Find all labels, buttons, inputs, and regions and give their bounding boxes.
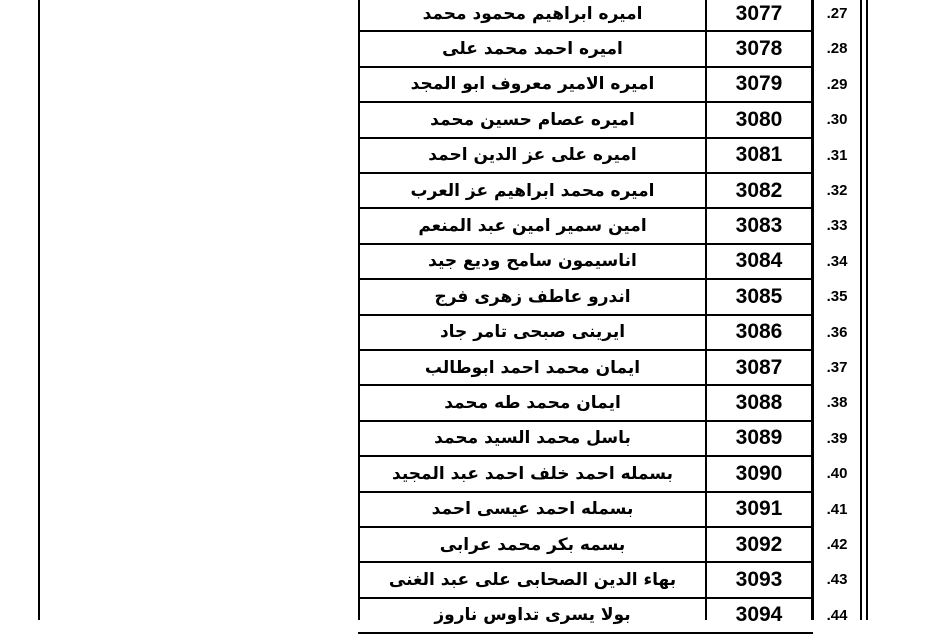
- table-row: [0, 67, 930, 102]
- row-number: 41.: [826, 500, 848, 518]
- row-number: 31.: [826, 146, 848, 164]
- student-name: بسمله احمد خلف احمد عبد المجيد: [392, 463, 673, 484]
- student-name: امين سمير امين عبد المنعم: [418, 215, 647, 236]
- seat-number: 3082: [735, 178, 783, 202]
- student-name: ايمان محمد احمد ابوطالب: [424, 357, 641, 378]
- table-row: [0, 350, 930, 385]
- seat-number: 3084: [735, 249, 783, 273]
- table-row: [0, 102, 930, 137]
- student-name: ايرينى صبحى تامر جاد: [439, 322, 626, 343]
- table-row: [0, 173, 930, 208]
- seat-number: 3083: [735, 213, 783, 237]
- row-number: 33.: [826, 217, 848, 235]
- student-name: اميره عصام حسين محمد: [430, 109, 635, 130]
- table-row: [0, 598, 930, 633]
- table-row: [0, 315, 930, 350]
- row-number: 36.: [826, 323, 848, 341]
- seat-number: 3087: [735, 355, 783, 379]
- seat-number: 3086: [735, 320, 783, 344]
- student-name: بسمه بكر محمد عرابى: [439, 534, 626, 555]
- name-column-right-border: [705, 0, 707, 620]
- seat-number: 3078: [735, 36, 783, 60]
- seat-number: 3094: [735, 603, 783, 627]
- table-row: [0, 492, 930, 527]
- student-name: اندرو عاطف زهرى فرج: [434, 286, 631, 307]
- seat-number: 3077: [735, 1, 783, 25]
- row-number: 29.: [826, 75, 848, 93]
- row-number: 38.: [826, 394, 848, 412]
- row-number: 27.: [826, 5, 848, 22]
- table-row: [0, 527, 930, 562]
- table-row: [0, 421, 930, 456]
- seat-number: 3088: [735, 390, 783, 414]
- student-name: اميره الامير معروف ابو المجد: [410, 74, 655, 95]
- row-number: 34.: [826, 252, 848, 270]
- row-number: 42.: [826, 536, 848, 553]
- student-name: اميره على عز الدين احمد: [428, 145, 637, 166]
- row-number: 37.: [826, 359, 848, 376]
- seat-number: 3079: [735, 72, 783, 96]
- frame-outer-border: [866, 0, 868, 620]
- table-row: [0, 385, 930, 420]
- row-number: 44.: [826, 606, 848, 624]
- student-name: اميره ابراهيم محمود محمد: [422, 3, 643, 24]
- row-number: 43.: [826, 571, 848, 589]
- seat-number: 3089: [735, 426, 783, 450]
- row-number: 39.: [826, 429, 848, 447]
- student-name: اميره احمد محمد على: [442, 38, 623, 59]
- student-name: بهاء الدين الصحابى على عبد الغنى: [388, 569, 677, 590]
- row-number: 35.: [826, 288, 848, 306]
- student-name: ايمان محمد طه محمد: [444, 392, 621, 413]
- student-name: اميره محمد ابراهيم عز العرب: [410, 180, 655, 201]
- table-row: [0, 31, 930, 66]
- table-row: [0, 208, 930, 243]
- row-number: 30.: [826, 111, 848, 129]
- table-row: [0, 562, 930, 597]
- seat-number: 3090: [735, 461, 783, 485]
- table-row: [0, 279, 930, 314]
- row-number: 28.: [826, 40, 848, 58]
- frame-inner-border: [860, 0, 862, 620]
- row-number: 32.: [826, 182, 848, 199]
- student-name: اناسيمون سامح وديع جيد: [428, 251, 637, 272]
- code-column-right-border: [811, 0, 814, 620]
- name-column-left-border: [358, 0, 360, 620]
- seat-number: 3091: [735, 497, 783, 521]
- seat-number: 3092: [735, 532, 783, 556]
- seat-number: 3080: [735, 107, 783, 131]
- outer-left-border: [38, 0, 40, 620]
- student-name: باسل محمد السيد محمد: [434, 428, 631, 449]
- row-number: 40.: [826, 465, 848, 483]
- student-name: بولا يسرى تداوس ناروز: [434, 605, 631, 626]
- seat-number: 3093: [735, 567, 783, 591]
- seat-number: 3085: [735, 284, 783, 308]
- student-name: بسمله احمد عيسى احمد: [431, 499, 634, 520]
- seat-number: 3081: [735, 143, 783, 167]
- table-row: [0, 0, 930, 31]
- table-row: [0, 244, 930, 279]
- table-row: [0, 138, 930, 173]
- table-row: [0, 456, 930, 491]
